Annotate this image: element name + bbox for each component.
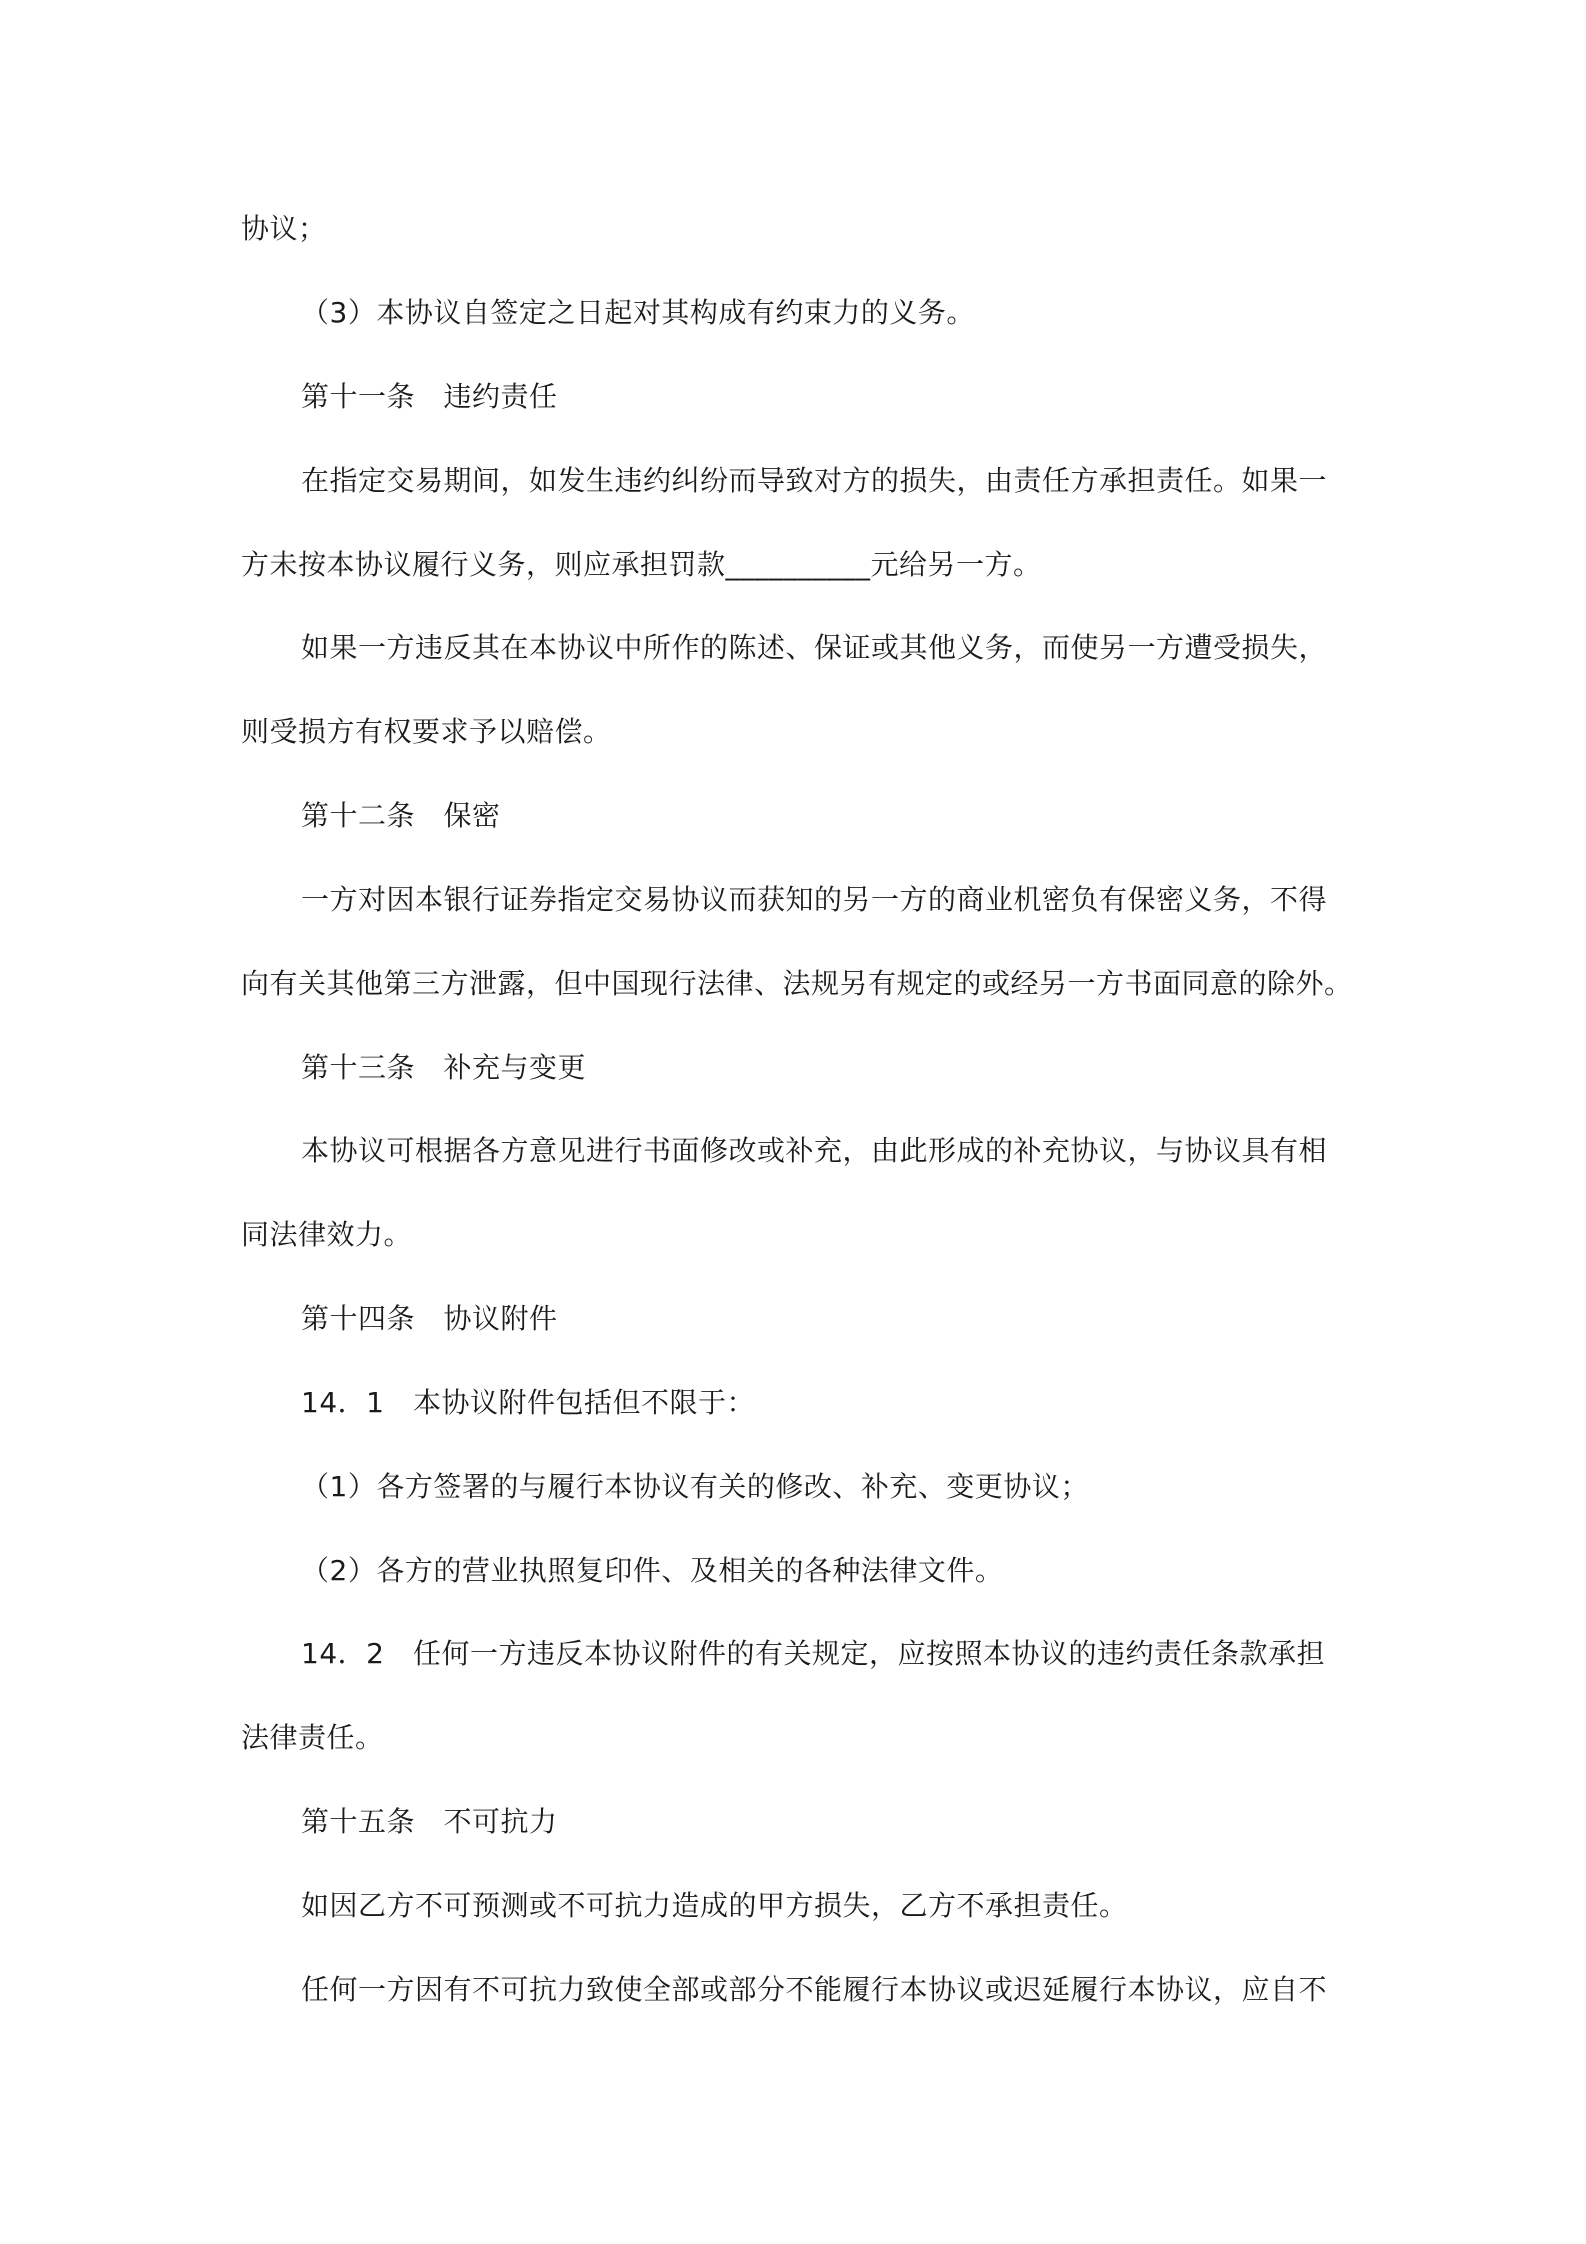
- text-line: 一方对因本银行证券指定交易协议而获知的另一方的商业机密负有保密义务，不得: [301, 883, 1328, 916]
- article-heading: 第十四条 协议附件: [301, 1302, 558, 1335]
- text-line: 本协议可根据各方意见进行书面修改或补充，由此形成的补充协议，与协议具有相: [301, 1134, 1328, 1167]
- text-line: 协议；: [241, 212, 327, 245]
- list-item: （3）本协议自签定之日起对其构成有约束力的义务。: [301, 296, 975, 329]
- article-heading: 第十二条 保密: [301, 799, 501, 832]
- text-line: 向有关其他第三方泄露，但中国现行法律、法规另有规定的或经另一方书面同意的除外。: [241, 967, 1353, 1000]
- clause-line: 14．1 本协议附件包括但不限于：: [301, 1386, 755, 1419]
- text-line: 如因乙方不可预测或不可抗力造成的甲方损失，乙方不承担责任。: [301, 1889, 1128, 1922]
- text-line: 则受损方有权要求予以赔偿。: [241, 715, 612, 748]
- text-line: 方未按本协议履行义务，则应承担罚款__________元给另一方。: [241, 548, 1042, 581]
- article-heading: 第十一条 违约责任: [301, 380, 558, 413]
- clause-line: 14．2 任何一方违反本协议附件的有关规定，应按照本协议的违约责任条款承担: [301, 1637, 1325, 1670]
- text-line: 在指定交易期间，如发生违约纠纷而导致对方的损失，由责任方承担责任。如果一: [301, 464, 1328, 497]
- text-line: 法律责任。: [241, 1721, 384, 1754]
- text-line: 同法律效力。: [241, 1218, 413, 1251]
- text-line: 如果一方违反其在本协议中所作的陈述、保证或其他义务，而使另一方遭受损失，: [301, 631, 1328, 664]
- list-item: （1）各方签署的与履行本协议有关的修改、补充、变更协议；: [301, 1470, 1089, 1503]
- list-item: （2）各方的营业执照复印件、及相关的各种法律文件。: [301, 1554, 1004, 1587]
- article-heading: 第十五条 不可抗力: [301, 1805, 558, 1838]
- text-line: 任何一方因有不可抗力致使全部或部分不能履行本协议或迟延履行本协议，应自不: [301, 1973, 1328, 2006]
- article-heading: 第十三条 补充与变更: [301, 1051, 587, 1084]
